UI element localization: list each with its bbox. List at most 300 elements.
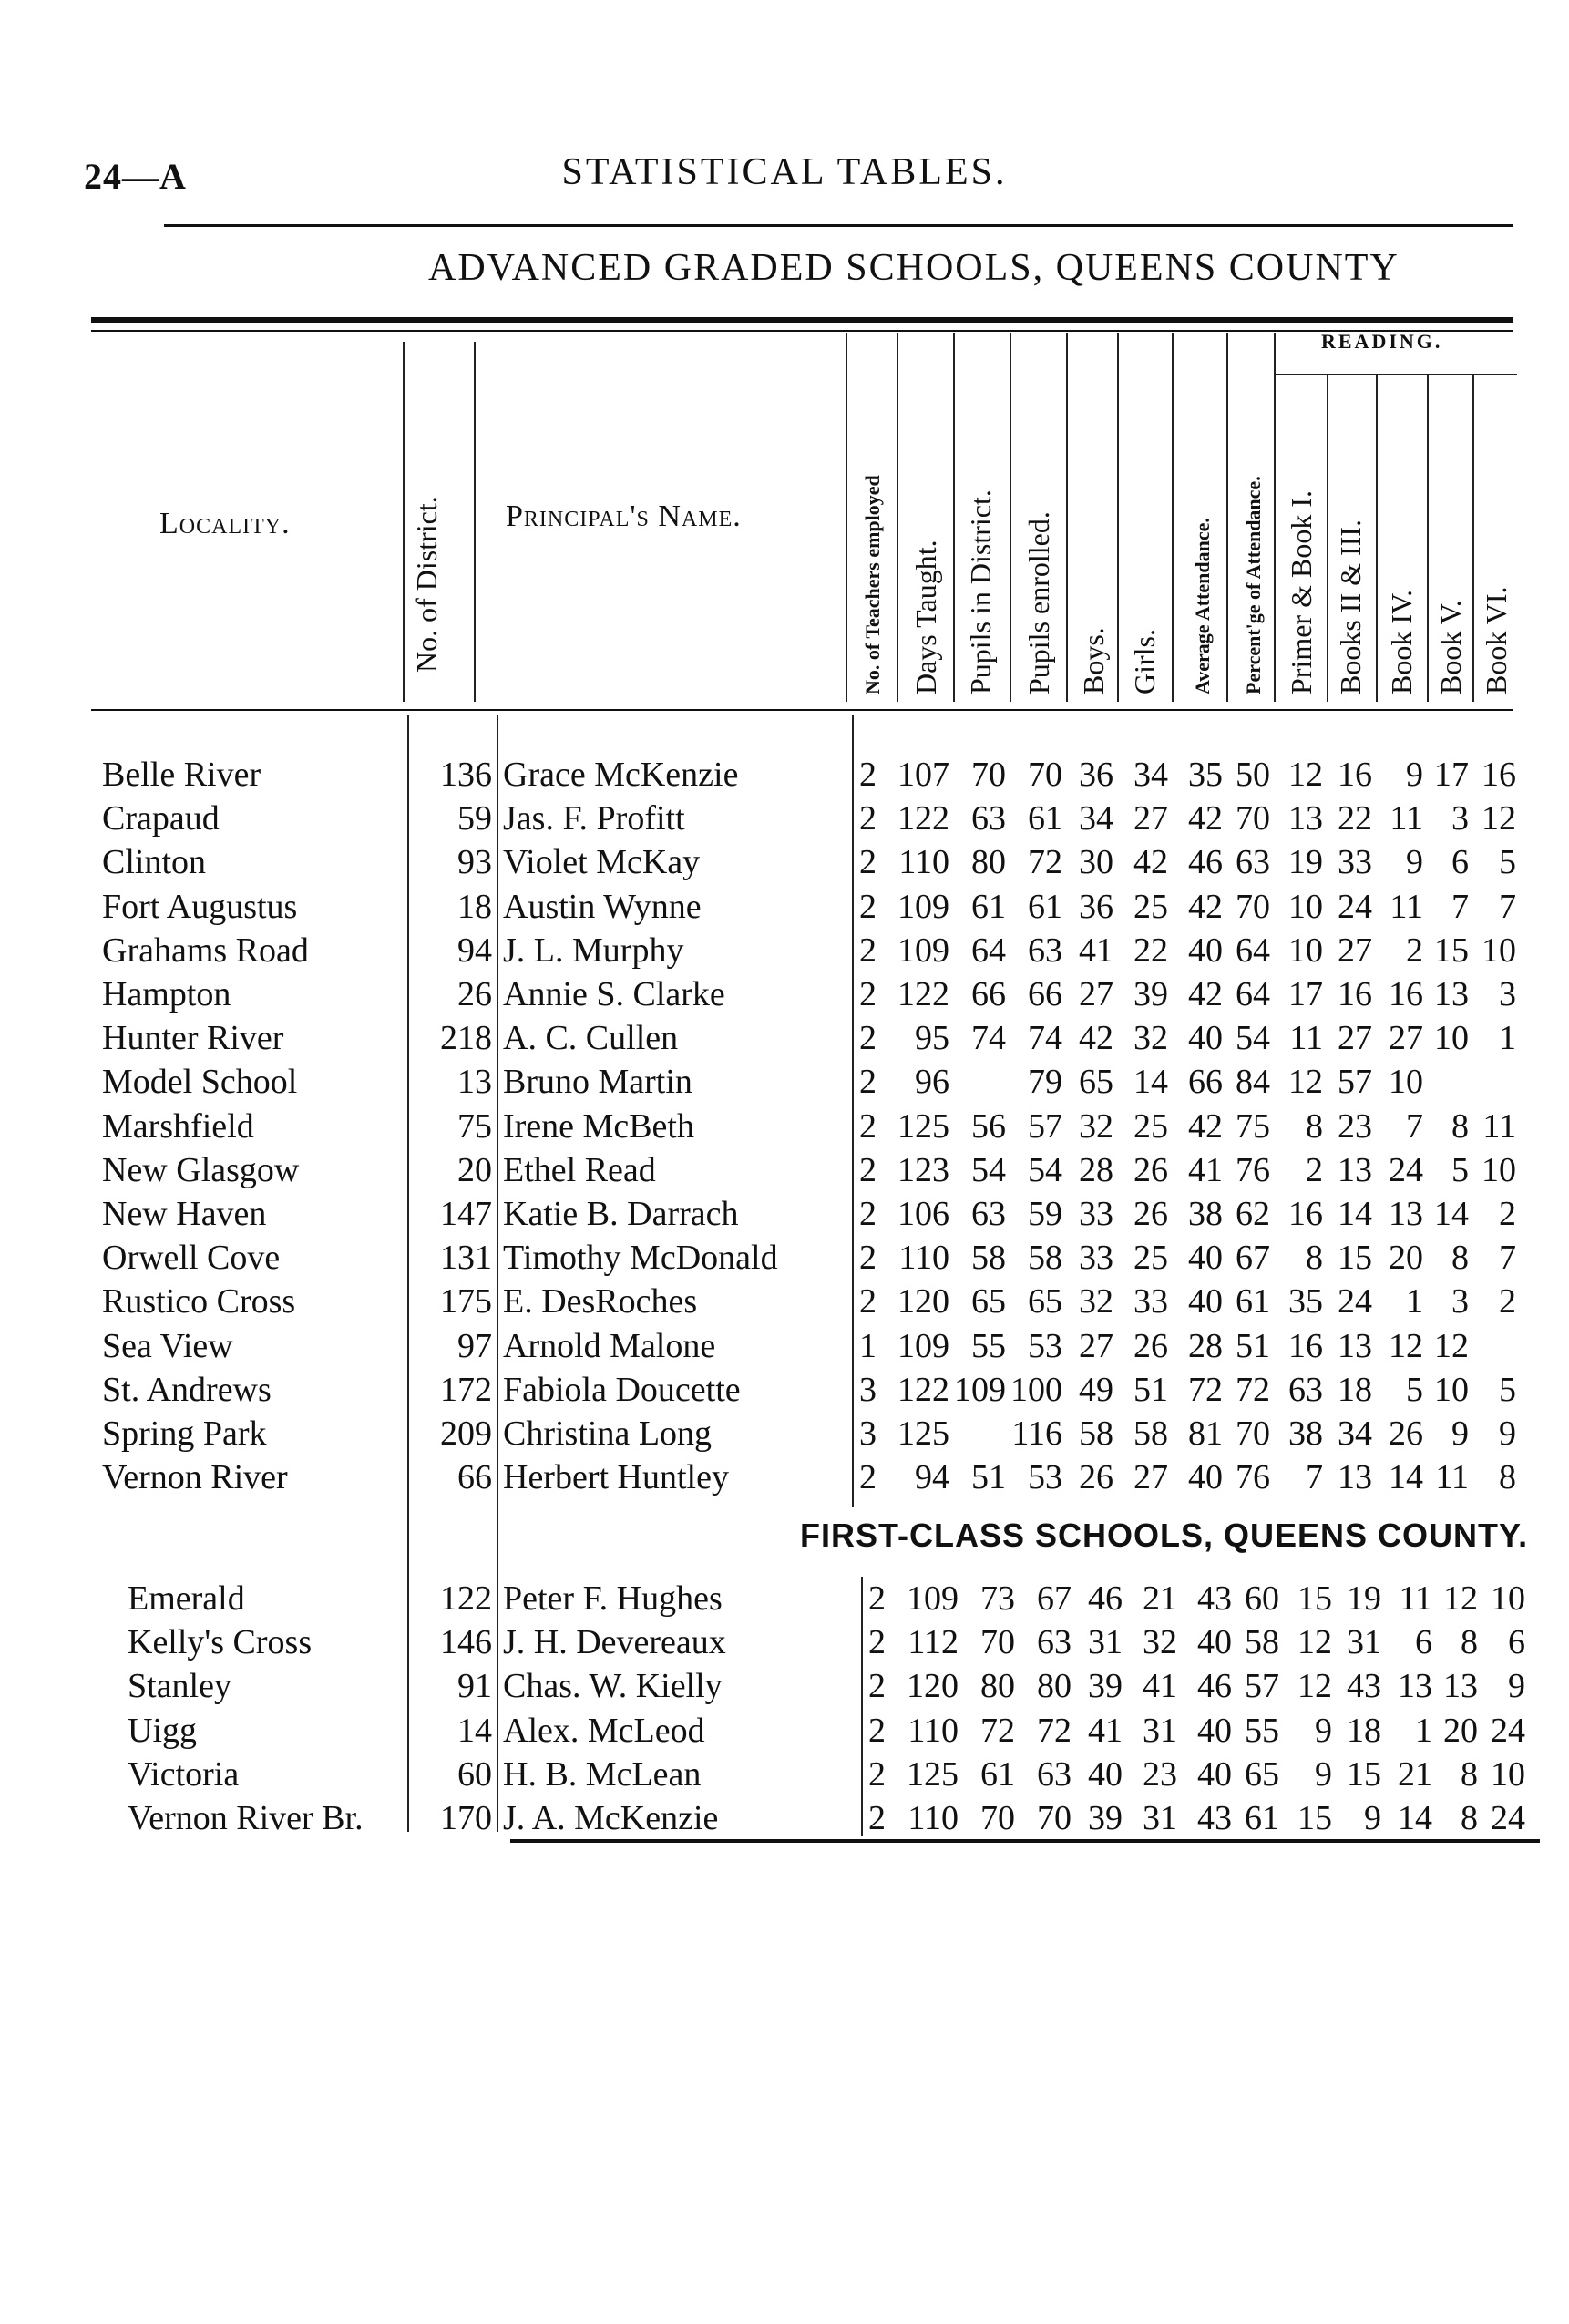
cell-girls: 39 <box>1133 975 1168 1013</box>
cell-primer: 9 <box>1315 1711 1332 1750</box>
cell-b6: 9 <box>1499 1414 1516 1453</box>
cell-primer: 10 <box>1288 931 1323 970</box>
cell-boys: 41 <box>1079 931 1113 970</box>
cell-pct: 60 <box>1245 1579 1279 1618</box>
header-boys: Boys. <box>1077 627 1110 694</box>
header-book-6: Book VI. <box>1480 586 1513 694</box>
cell-pupils-enrolled: 63 <box>1037 1754 1072 1794</box>
cell-b6: 10 <box>1491 1579 1525 1618</box>
cell-girls: 58 <box>1133 1414 1168 1453</box>
cell-girls: 25 <box>1133 887 1168 926</box>
cell-pupils-enrolled: 53 <box>1028 1326 1062 1365</box>
cell-b4: 11 <box>1390 887 1423 926</box>
cell-locality: Orwell Cove <box>102 1239 281 1278</box>
cell-primer: 12 <box>1288 756 1323 794</box>
cell-district: 13 <box>457 1063 492 1102</box>
cell-b23: 13 <box>1338 1326 1372 1365</box>
cell-principal: J. A. McKenzie <box>503 1799 719 1837</box>
cell-b4: 2 <box>1406 931 1423 970</box>
cell-locality: St. Andrews <box>102 1370 272 1409</box>
cell-principal: Bruno Martin <box>503 1063 692 1102</box>
cell-district: 131 <box>440 1239 492 1278</box>
cell-boys: 33 <box>1079 1195 1113 1233</box>
cell-b4: 13 <box>1389 1195 1423 1233</box>
cell-days: 94 <box>915 1458 949 1497</box>
cell-primer: 7 <box>1306 1458 1323 1497</box>
cell-teachers: 2 <box>859 975 877 1013</box>
cell-primer: 38 <box>1288 1414 1323 1453</box>
cell-pupils-enrolled: 63 <box>1037 1623 1072 1662</box>
cell-primer: 15 <box>1297 1579 1332 1618</box>
cell-b23: 16 <box>1338 975 1372 1013</box>
cell-avg: 41 <box>1188 1150 1223 1189</box>
table-row <box>0 1577 1569 1620</box>
cell-pupils-enrolled: 63 <box>1028 931 1062 970</box>
cell-b23: 18 <box>1347 1711 1381 1750</box>
cell-girls: 31 <box>1143 1799 1177 1837</box>
reading-rule <box>1276 374 1517 375</box>
cell-b5: 13 <box>1443 1667 1478 1706</box>
cell-teachers: 2 <box>859 843 877 882</box>
cell-district: 147 <box>440 1195 492 1233</box>
cell-b6: 2 <box>1499 1282 1516 1321</box>
cell-pupils-district: 80 <box>980 1667 1015 1706</box>
cell-b5: 6 <box>1451 843 1469 882</box>
cell-girls: 42 <box>1133 843 1168 882</box>
cell-principal: Irene McBeth <box>503 1106 694 1146</box>
cell-district: 175 <box>440 1282 492 1321</box>
cell-principal: Ethel Read <box>503 1150 656 1189</box>
cell-pupils-district: 65 <box>971 1282 1006 1321</box>
cell-teachers: 2 <box>868 1754 886 1794</box>
cell-b23: 24 <box>1338 1282 1372 1321</box>
cell-district: 66 <box>457 1458 492 1497</box>
table-row <box>0 972 1569 1016</box>
cell-locality: Fort Augustus <box>102 887 298 926</box>
cell-avg: 40 <box>1188 1019 1223 1058</box>
cell-pupils-district: 55 <box>971 1326 1006 1365</box>
cell-pct: 76 <box>1236 1458 1270 1497</box>
cell-b6: 24 <box>1491 1799 1525 1837</box>
cell-district: 93 <box>457 843 492 882</box>
cell-pct: 70 <box>1236 799 1270 838</box>
col-rule <box>474 342 476 702</box>
cell-primer: 2 <box>1306 1150 1323 1189</box>
cell-days: 125 <box>897 1414 949 1453</box>
cell-b23: 15 <box>1338 1239 1372 1278</box>
cell-teachers: 3 <box>859 1414 877 1453</box>
section-title-advanced: ADVANCED GRADED SCHOOLS, QUEENS COUNTY <box>428 247 1400 289</box>
cell-girls: 32 <box>1143 1623 1177 1662</box>
table-row <box>0 885 1569 929</box>
cell-district: 97 <box>457 1326 492 1365</box>
cell-girls: 23 <box>1143 1754 1177 1794</box>
cell-locality: Vernon River Br. <box>128 1799 364 1837</box>
cell-locality: Marshfield <box>102 1106 254 1146</box>
cell-b5: 9 <box>1451 1414 1469 1453</box>
cell-b23: 33 <box>1338 843 1372 882</box>
cell-locality: Grahams Road <box>102 931 309 970</box>
cell-boys: 27 <box>1079 975 1113 1013</box>
cell-pupils-district: 61 <box>971 887 1006 926</box>
cell-girls: 51 <box>1133 1370 1168 1409</box>
cell-district: 20 <box>457 1150 492 1189</box>
cell-teachers: 2 <box>859 1019 877 1058</box>
cell-primer: 35 <box>1288 1282 1323 1321</box>
cell-district: 94 <box>457 931 492 970</box>
cell-b23: 24 <box>1338 887 1372 926</box>
cell-principal: Chas. W. Kielly <box>503 1667 723 1706</box>
cell-district: 14 <box>457 1711 492 1750</box>
cell-avg: 40 <box>1188 1458 1223 1497</box>
col-rule <box>1376 375 1378 702</box>
cell-pupils-district: 73 <box>980 1579 1015 1618</box>
cell-pupils-enrolled: 67 <box>1037 1579 1072 1618</box>
cell-avg: 40 <box>1188 1239 1223 1278</box>
cell-days: 109 <box>897 887 949 926</box>
cell-teachers: 2 <box>859 1458 877 1497</box>
cell-b6: 2 <box>1499 1195 1516 1233</box>
cell-primer: 12 <box>1288 1063 1323 1102</box>
cell-b6: 3 <box>1499 975 1516 1013</box>
cell-locality: Clinton <box>102 843 207 882</box>
cell-b4: 26 <box>1389 1414 1423 1453</box>
cell-b4: 9 <box>1406 756 1423 794</box>
cell-pct: 55 <box>1245 1711 1279 1750</box>
cell-days: 109 <box>897 931 949 970</box>
cell-girls: 33 <box>1133 1282 1168 1321</box>
cell-b6: 12 <box>1482 799 1516 838</box>
cell-boys: 36 <box>1079 887 1113 926</box>
table-row <box>0 797 1569 840</box>
cell-days: 122 <box>897 1370 949 1409</box>
cell-avg: 42 <box>1188 887 1223 926</box>
cell-boys: 36 <box>1079 756 1113 794</box>
cell-pct: 57 <box>1245 1667 1279 1706</box>
cell-days: 110 <box>908 1799 959 1837</box>
cell-b4: 9 <box>1406 843 1423 882</box>
cell-locality: New Glasgow <box>102 1150 300 1189</box>
cell-boys: 31 <box>1088 1623 1123 1662</box>
cell-pct: 62 <box>1236 1195 1270 1233</box>
table-row <box>0 1148 1569 1192</box>
cell-pupils-enrolled: 70 <box>1037 1799 1072 1837</box>
cell-b6: 7 <box>1499 887 1516 926</box>
cell-boys: 46 <box>1088 1579 1123 1618</box>
cell-pupils-enrolled: 100 <box>1010 1370 1062 1409</box>
cell-principal: J. H. Devereaux <box>503 1623 726 1662</box>
cell-boys: 30 <box>1079 843 1113 882</box>
cell-primer: 11 <box>1289 1019 1323 1058</box>
cell-b4: 13 <box>1398 1667 1432 1706</box>
cell-b4: 16 <box>1389 975 1423 1013</box>
cell-b5: 11 <box>1435 1458 1469 1497</box>
cell-principal: Arnold Malone <box>503 1326 716 1365</box>
cell-b5: 8 <box>1461 1799 1478 1837</box>
cell-b23: 14 <box>1338 1195 1372 1233</box>
cell-boys: 32 <box>1079 1106 1113 1146</box>
cell-district: 146 <box>440 1623 492 1662</box>
cell-district: 60 <box>457 1754 492 1794</box>
cell-b5: 12 <box>1443 1579 1478 1618</box>
cell-girls: 25 <box>1133 1106 1168 1146</box>
cell-b4: 27 <box>1389 1019 1423 1058</box>
cell-pupils-enrolled: 65 <box>1028 1282 1062 1321</box>
cell-b23: 23 <box>1338 1106 1372 1146</box>
cell-b5: 8 <box>1461 1754 1478 1794</box>
header-pupils-enrolled: Pupils enrolled. <box>1022 511 1055 694</box>
cell-pct: 70 <box>1236 1414 1270 1453</box>
cell-girls: 34 <box>1133 756 1168 794</box>
cell-pct: 64 <box>1236 975 1270 1013</box>
cell-pct: 63 <box>1236 843 1270 882</box>
cell-b5: 10 <box>1434 1019 1469 1058</box>
table-row <box>0 1016 1569 1060</box>
cell-primer: 63 <box>1288 1370 1323 1409</box>
cell-pupils-district: 72 <box>980 1711 1015 1750</box>
cell-pupils-enrolled: 61 <box>1028 799 1062 838</box>
cell-b23: 43 <box>1347 1667 1381 1706</box>
cell-b4: 10 <box>1389 1063 1423 1102</box>
cell-b23: 13 <box>1338 1150 1372 1189</box>
cell-b6: 9 <box>1508 1667 1525 1706</box>
cell-pct: 84 <box>1236 1063 1270 1102</box>
cell-b23: 15 <box>1347 1754 1381 1794</box>
cell-avg: 66 <box>1188 1063 1223 1102</box>
table-row <box>0 840 1569 884</box>
cell-boys: 39 <box>1088 1799 1123 1837</box>
header-rule-thin <box>91 330 1513 332</box>
cell-locality: Rustico Cross <box>102 1282 296 1321</box>
cell-days: 96 <box>915 1063 949 1102</box>
header-reading: READING. <box>1321 330 1443 353</box>
cell-b6: 1 <box>1499 1019 1516 1058</box>
cell-pupils-enrolled: 74 <box>1028 1019 1062 1058</box>
cell-principal: Austin Wynne <box>503 887 702 926</box>
top-rule <box>164 224 1513 227</box>
cell-avg: 42 <box>1188 975 1223 1013</box>
cell-b23: 57 <box>1338 1063 1372 1102</box>
cell-b4: 7 <box>1406 1106 1423 1146</box>
cell-pupils-district: 70 <box>980 1623 1015 1662</box>
cell-girls: 25 <box>1133 1239 1168 1278</box>
cell-b23: 27 <box>1338 1019 1372 1058</box>
cell-teachers: 2 <box>859 1106 877 1146</box>
col-rule <box>1226 333 1228 702</box>
cell-principal: E. DesRoches <box>503 1282 698 1321</box>
cell-pupils-enrolled: 80 <box>1037 1667 1072 1706</box>
cell-b4: 21 <box>1398 1754 1432 1794</box>
cell-teachers: 2 <box>868 1623 886 1662</box>
cell-b6: 10 <box>1491 1754 1525 1794</box>
cell-principal: Alex. McLeod <box>503 1711 705 1750</box>
table-row <box>0 1753 1569 1796</box>
header-locality: Locality. <box>159 507 291 540</box>
cell-girls: 21 <box>1143 1579 1177 1618</box>
cell-b4: 24 <box>1389 1150 1423 1189</box>
cell-teachers: 2 <box>868 1667 886 1706</box>
cell-b5: 14 <box>1434 1195 1469 1233</box>
cell-pupils-enrolled: 54 <box>1028 1150 1062 1189</box>
cell-pct: 54 <box>1236 1019 1270 1058</box>
cell-girls: 41 <box>1143 1667 1177 1706</box>
cell-pct: 76 <box>1236 1150 1270 1189</box>
cell-pupils-enrolled: 57 <box>1028 1106 1062 1146</box>
cell-avg: 42 <box>1188 799 1223 838</box>
header-book-5: Book V. <box>1434 600 1467 694</box>
table-row <box>0 1709 1569 1753</box>
cell-boys: 33 <box>1079 1239 1113 1278</box>
cell-principal: Grace McKenzie <box>503 756 739 794</box>
cell-days: 106 <box>897 1195 949 1233</box>
cell-teachers: 2 <box>868 1579 886 1618</box>
cell-pupils-district: 109 <box>954 1370 1006 1409</box>
cell-district: 209 <box>440 1414 492 1453</box>
col-rule <box>1066 333 1068 702</box>
cell-teachers: 2 <box>859 799 877 838</box>
cell-pupils-enrolled: 59 <box>1028 1195 1062 1233</box>
cell-b6: 6 <box>1508 1623 1525 1662</box>
cell-b23: 9 <box>1364 1799 1381 1837</box>
cell-b5: 15 <box>1434 931 1469 970</box>
cell-avg: 35 <box>1188 756 1223 794</box>
table-row <box>0 1620 1569 1664</box>
cell-pupils-enrolled: 72 <box>1028 843 1062 882</box>
cell-pupils-district: 56 <box>971 1106 1006 1146</box>
cell-locality: Model School <box>102 1063 298 1102</box>
cell-days: 123 <box>897 1150 949 1189</box>
cell-avg: 28 <box>1188 1326 1223 1365</box>
cell-boys: 26 <box>1079 1458 1113 1497</box>
cell-avg: 40 <box>1197 1623 1232 1662</box>
col-rule <box>897 333 898 702</box>
cell-b23: 27 <box>1338 931 1372 970</box>
cell-b6: 8 <box>1499 1458 1516 1497</box>
cell-principal: Timothy McDonald <box>503 1239 778 1278</box>
cell-locality: Stanley <box>128 1667 231 1706</box>
cell-district: 26 <box>457 975 492 1013</box>
cell-b5: 20 <box>1443 1711 1478 1750</box>
cell-boys: 65 <box>1079 1063 1113 1102</box>
header-pupils-district: Pupils in District. <box>964 489 997 694</box>
header-bottom-rule <box>91 709 1513 711</box>
cell-pct: 61 <box>1236 1282 1270 1321</box>
cell-b6: 10 <box>1482 1150 1516 1189</box>
cell-days: 109 <box>897 1326 949 1365</box>
cell-principal: J. L. Murphy <box>503 931 684 970</box>
cell-b5: 8 <box>1451 1239 1469 1278</box>
cell-primer: 15 <box>1297 1799 1332 1837</box>
cell-b5: 5 <box>1451 1150 1469 1189</box>
cell-primer: 12 <box>1297 1623 1332 1662</box>
cell-b6: 16 <box>1482 756 1516 794</box>
col-rule <box>1172 333 1174 702</box>
cell-girls: 26 <box>1133 1326 1168 1365</box>
cell-boys: 49 <box>1079 1370 1113 1409</box>
header-pct-attendance: Percent'ge of Attendance. <box>1242 476 1265 694</box>
cell-b5: 17 <box>1434 756 1469 794</box>
header-days: Days Taught. <box>909 540 942 694</box>
cell-principal: Christina Long <box>503 1414 713 1453</box>
table-row <box>0 1105 1569 1148</box>
cell-locality: Kelly's Cross <box>128 1623 313 1662</box>
cell-b5: 13 <box>1434 975 1469 1013</box>
cell-principal: Jas. F. Profitt <box>503 799 685 838</box>
cell-teachers: 2 <box>859 1282 877 1321</box>
col-rule <box>403 342 405 702</box>
cell-locality: Belle River <box>102 756 262 794</box>
cell-locality: Crapaud <box>102 799 220 838</box>
cell-days: 120 <box>907 1667 959 1706</box>
cell-boys: 27 <box>1079 1326 1113 1365</box>
cell-boys: 39 <box>1088 1667 1123 1706</box>
cell-primer: 19 <box>1288 843 1323 882</box>
table-row <box>0 1796 1569 1840</box>
cell-boys: 58 <box>1079 1414 1113 1453</box>
cell-pct: 50 <box>1236 756 1270 794</box>
cell-pupils-enrolled: 58 <box>1028 1239 1062 1278</box>
cell-teachers: 1 <box>859 1326 877 1365</box>
cell-principal: Annie S. Clarke <box>503 975 725 1013</box>
cell-b6: 24 <box>1491 1711 1525 1750</box>
cell-pupils-enrolled: 53 <box>1028 1458 1062 1497</box>
cell-avg: 40 <box>1197 1754 1232 1794</box>
cell-b4: 6 <box>1415 1623 1432 1662</box>
cell-b6: 10 <box>1482 931 1516 970</box>
cell-pupils-district: 70 <box>971 756 1006 794</box>
cell-b23: 19 <box>1347 1579 1381 1618</box>
cell-days: 107 <box>897 756 949 794</box>
cell-locality: Sea View <box>102 1326 233 1365</box>
cell-b5: 3 <box>1451 799 1469 838</box>
cell-district: 172 <box>440 1370 492 1409</box>
cell-pupils-district: 51 <box>971 1458 1006 1497</box>
cell-primer: 8 <box>1306 1106 1323 1146</box>
cell-principal: H. B. McLean <box>503 1754 702 1794</box>
header-teachers: No. of Teachers employed <box>861 475 884 694</box>
cell-locality: Hunter River <box>102 1019 284 1058</box>
cell-boys: 40 <box>1088 1754 1123 1794</box>
cell-days: 122 <box>897 975 949 1013</box>
header-books-2-3: Books II & III. <box>1334 519 1367 694</box>
table-row <box>0 1412 1569 1455</box>
table-row <box>0 1192 1569 1236</box>
header-rule-thick <box>91 317 1513 323</box>
cell-pupils-district: 66 <box>971 975 1006 1013</box>
section-title-first-class: FIRST-CLASS SCHOOLS, QUEENS COUNTY. <box>800 1517 1529 1554</box>
cell-primer: 9 <box>1315 1754 1332 1794</box>
cell-b4: 14 <box>1389 1458 1423 1497</box>
cell-days: 109 <box>907 1579 959 1618</box>
cell-locality: Victoria <box>128 1754 240 1794</box>
cell-boys: 34 <box>1079 799 1113 838</box>
cell-avg: 43 <box>1197 1579 1232 1618</box>
cell-b6: 5 <box>1499 1370 1516 1409</box>
cell-principal: Herbert Huntley <box>503 1458 729 1497</box>
cell-boys: 42 <box>1079 1019 1113 1058</box>
cell-pupils-district: 54 <box>971 1150 1006 1189</box>
header-principal: Principal's Name. <box>506 499 742 533</box>
cell-locality: Hampton <box>102 975 231 1013</box>
cell-pct: 70 <box>1236 887 1270 926</box>
cell-boys: 41 <box>1088 1711 1123 1750</box>
cell-pct: 67 <box>1236 1239 1270 1278</box>
cell-b4: 1 <box>1406 1282 1423 1321</box>
page-number: 24—A <box>84 156 187 197</box>
cell-primer: 10 <box>1288 887 1323 926</box>
cell-district: 170 <box>440 1799 492 1837</box>
cell-b23: 22 <box>1338 799 1372 838</box>
